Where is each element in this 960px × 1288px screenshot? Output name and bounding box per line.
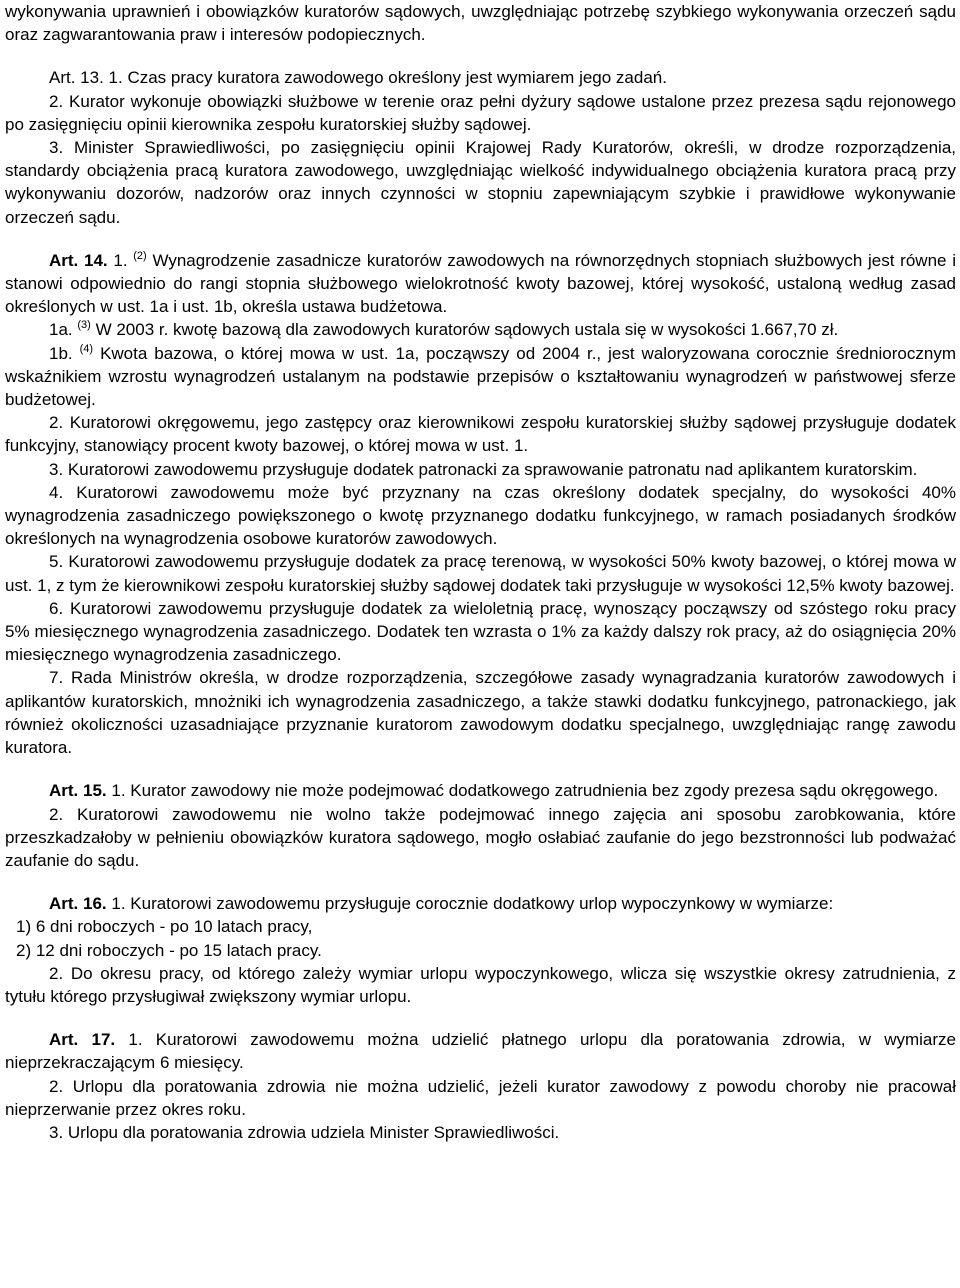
art17-par1 xyxy=(5,1028,956,1074)
document-body xyxy=(5,0,956,1144)
art14-s1-text: Wynagrodzenie zasadnicze kuratorów zawodowych na równorzędnych stopniach służbowych jest równe i stanowi odpowiednio do rangi stopnia służbowego wielokrotność kwoty bazowej, której wysokość, ustaloną według zasad określonych w ust. 1a i ust. 1b, określa ustawa budżetowa. xyxy=(5,250,956,317)
list-item: 1) 6 dni roboczych - po 10 latach pracy, xyxy=(16,917,313,937)
art13-par3: 3. Minister Sprawiedliwości, po zasięgnięciu opinii Krajowej Rady Kuratorów, określi, w drodze rozporządzenia, standardy obciążenia pracą kuratora zawodowego, uwzględniając wielkość indywidualnego obciążenia kuratora pracą przy wykonywaniu dozorów, nadzorów oraz innych czynności w stopniu zapewniającym szybkie i prawidłowe wykonywanie orzeczeń sądu. xyxy=(5,138,956,227)
art14-par5: 5. Kuratorowi zawodowemu przysługuje dodatek za pracę terenową, w wysokości 50% kwoty bazowej, o której mowa w ust. 1, z tym że kierownikowi zespołu kuratorskiej służby sądowej dodatek taki przysługuje w wysokości 12,5% kwoty bazowej. xyxy=(5,552,956,595)
art15-s1-text: 1. Kurator zawodowy nie może podejmować dodatkowego zatrudnienia bez zgody prezesa sądu okręgowego. xyxy=(111,781,939,801)
art15-par1 xyxy=(5,779,956,802)
art14-s1a-text: W 2003 r. kwotę bazową dla zawodowych kuratorów sądowych ustala się w wysokości 1.667,70 zł. xyxy=(95,320,839,340)
art15-par2: 2. Kuratorowi zawodowemu nie wolno także podejmować innego zajęcia ani sposobu zarobkowania, które przeszkadzałoby w pełnieniu obowiązków kuratora sądowego, mogło osłabiać zaufanie do jego bezstronności lub podważać zaufanie do sądu. xyxy=(5,804,956,870)
art16-s1-text: 1. Kuratorowi zawodowemu przysługuje corocznie dodatkowy urlop wypoczynkowy w wymiarze: xyxy=(111,894,834,914)
art14-par3: 3. Kuratorowi zawodowemu przysługuje dodatek patronacki za sprawowanie patronatu nad aplikantem kuratorskim. xyxy=(49,459,918,479)
art14-par7: 7. Rada Ministrów określa, w drodze rozporządzenia, szczegółowe zasady wynagradzania kuratorów zawodowych i aplikantów kuratorskich, mnożniki ich wynagrodzenia zasadniczego, a także stawki dodatku funkcyjnego, patronackiego, jak również okoliczności uzasadniające przyznanie kuratorom zawodowym dodatku specjalnego, uwzględniając rangę zawodu kuratora. xyxy=(5,668,956,758)
art13-s1-text: 1. Czas pracy kuratora zawodowego określony jest wymiarem jego zadań. xyxy=(108,68,667,88)
art13-par2: 2. Kurator wykonuje obowiązki służbowe w terenie oraz pełni dyżury sądowe ustalone przez prezesa sądu rejonowego po zasięgnięciu opinii kierownika zespołu kuratorskiej służby sądowej. xyxy=(5,91,956,134)
art14-par2: 2. Kuratorowi okręgowemu, jego zastępcy oraz kierownikowi zespołu kuratorskiej służby sądowej przysługuje dodatek funkcyjny, stanowiący procent kwoty bazowej, o której mowa w ust. 1. xyxy=(5,413,956,456)
art14-label: Art. 14. xyxy=(49,250,108,270)
list-item: 2) 12 dni roboczych - po 15 latach pracy. xyxy=(16,940,322,960)
art17-label: Art. 17. xyxy=(49,1030,116,1050)
art13-label: Art. 13. xyxy=(49,68,104,88)
art14-par1 xyxy=(5,249,956,319)
art14-par6: 6. Kuratorowi zawodowemu przysługuje dodatek za wieloletnią pracę, wynoszący począwszy od szóstego roku pracy 5% miesięcznego wynagrodzenia zasadniczego. Dodatek ten wzrasta o 1% za każdy dalszy rok pracy, aż do osiągnięcia 20% miesięcznego wynagrodzenia zasadniczego. xyxy=(5,598,956,665)
art14-s1b-num: 1b. xyxy=(49,343,73,363)
art14-s1-num: 1. xyxy=(113,250,128,270)
art14-s1-footnote: (2) xyxy=(133,249,147,262)
art14-s1a-num: 1a. xyxy=(49,320,73,340)
art14-par4: 4. Kuratorowi zawodowemu może być przyznany na czas określony dodatek specjalny, do wysokości 40% wynagrodzenia zasadniczego powiększonego o kwotę przyznanego dodatku funkcyjnego, w ramach posiadanych środków określonych na wynagrodzenia osobowe kuratorów zawodowych. xyxy=(5,482,956,549)
art14-par1a xyxy=(5,318,956,341)
art16-par1 xyxy=(5,892,956,915)
art14-s1b-footnote: (4) xyxy=(79,342,94,355)
art14-s1a-footnote: (3) xyxy=(77,319,91,332)
art14-s1b-text: Kwota bazowa, o której mowa w ust. 1a, począwszy od 2004 r., jest waloryzowana corocznie średniorocznym wskaźnikiem wzrostu wynagrodzeń ustalanym na podstawie przepisów o kształtowaniu wynagrodzeń w państwowej sferze budżetowej. xyxy=(5,343,956,410)
art14-par1b xyxy=(5,342,956,412)
art17-par3: 3. Urlopu dla poratowania zdrowia udziela Minister Sprawiedliwości. xyxy=(49,1122,560,1142)
art16-label: Art. 16. xyxy=(49,894,107,914)
art17-par2: 2. Urlopu dla poratowania zdrowia nie można udzielić, jeżeli kurator zawodowy z powodu choroby nie pracował nieprzerwanie przez okres roku. xyxy=(5,1076,956,1119)
art17-s1-text: 1. Kuratorowi zawodowemu można udzielić płatnego urlopu dla poratowania zdrowia, w wymiarze nieprzekraczającym 6 miesięcy. xyxy=(5,1030,956,1073)
art15-label: Art. 15. xyxy=(49,781,107,801)
art16-par2: 2. Do okresu pracy, od którego zależy wymiar urlopu wypoczynkowego, wlicza się wszystkie okresy zatrudnienia, z tytułu którego przysługiwał zwiększony wymiar urlopu. xyxy=(5,963,956,1006)
art13-par1 xyxy=(5,66,956,89)
paragraph-continuation: wykonywania uprawnień i obowiązków kuratorów sądowych, uwzględniając potrzebę szybkiego wykonywania orzeczeń sądu oraz zagwarantowania praw i interesów podopiecznych. xyxy=(5,2,956,45)
